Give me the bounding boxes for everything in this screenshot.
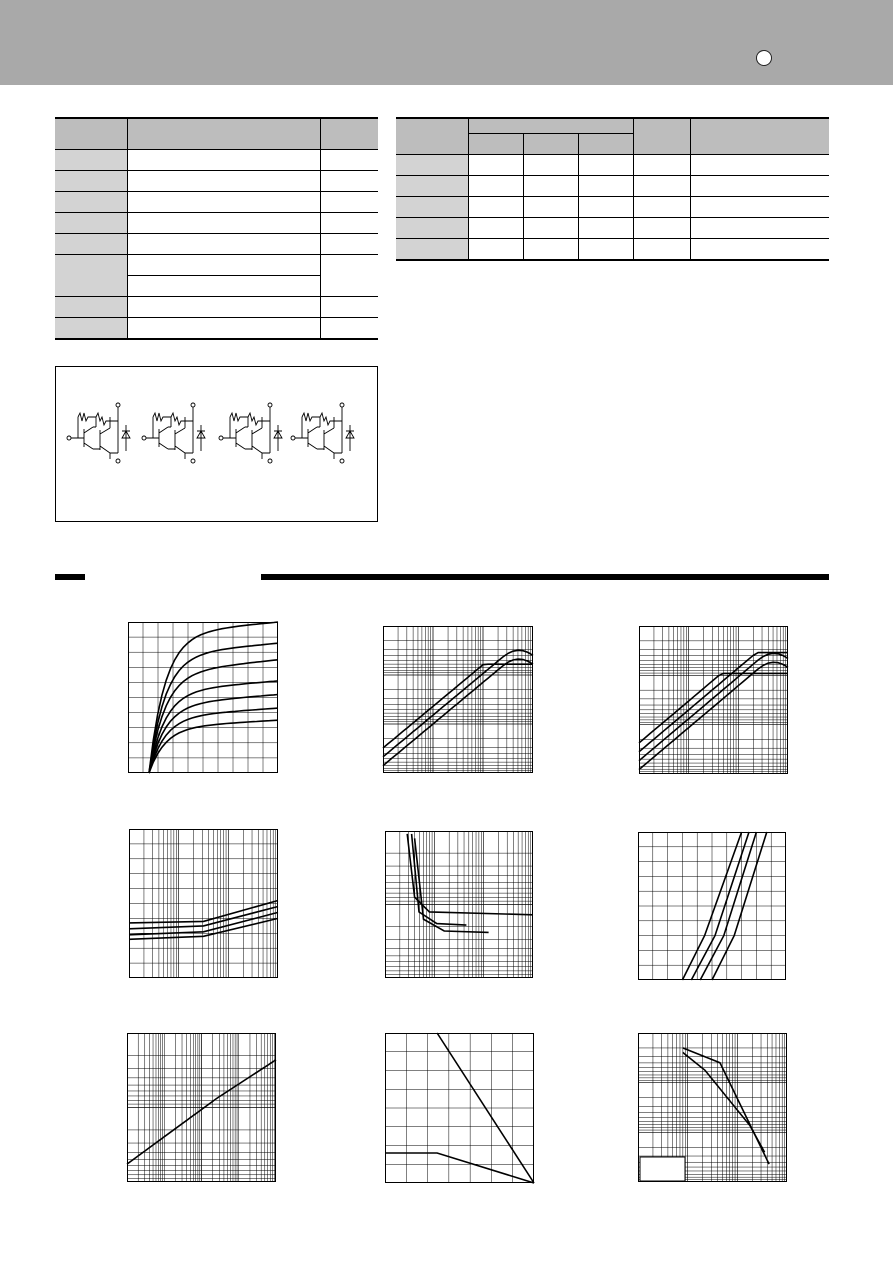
- circle-mark: [756, 50, 772, 66]
- header-cell: [320, 118, 378, 150]
- table-row: [55, 171, 378, 192]
- transistor-1: [146, 427, 168, 449]
- collector-terminal: [116, 403, 120, 407]
- base-terminal: [142, 436, 146, 440]
- transistor-1: [295, 427, 317, 449]
- plot-current-gain-b: [639, 626, 788, 774]
- darlington-unit: [67, 403, 130, 463]
- base-terminal: [67, 436, 71, 440]
- plot-switching-characteristics: [385, 831, 533, 978]
- ratings-table: [55, 117, 378, 340]
- emitter-terminal: [340, 459, 344, 463]
- table-row: [55, 318, 378, 340]
- series-line: [149, 720, 278, 773]
- transistor-1: [71, 427, 93, 449]
- resistor-chain: [153, 413, 193, 425]
- darlington-unit: [142, 403, 205, 463]
- darlington-unit: [219, 403, 282, 463]
- plot-safe-operating-area: [638, 1033, 787, 1182]
- darlington-unit: [291, 403, 354, 463]
- table-row: [55, 213, 378, 234]
- section-bar-left: [55, 574, 85, 580]
- table-row: [396, 176, 829, 197]
- plot-power-derating: [385, 1033, 534, 1183]
- free-wheel-diode: [274, 425, 282, 451]
- table-row: [55, 150, 378, 171]
- emitter-terminal: [116, 459, 120, 463]
- resistor-chain: [302, 413, 342, 425]
- resistor-chain: [230, 413, 270, 425]
- equivalent-circuit-diagram: [56, 367, 379, 523]
- resistor-chain: [78, 413, 118, 425]
- characteristics-table: [396, 117, 829, 261]
- table-row: [55, 234, 378, 255]
- transistor-1: [223, 427, 245, 449]
- series-line: [383, 664, 533, 748]
- plot-transfer-characteristics: [638, 832, 786, 980]
- table-row: [55, 192, 378, 213]
- free-wheel-diode: [197, 425, 205, 451]
- emitter-terminal: [268, 459, 272, 463]
- plot-frame: [384, 627, 533, 773]
- emitter-terminal: [191, 459, 195, 463]
- header-cell: [633, 118, 690, 155]
- header-cell: [127, 118, 320, 150]
- collector-terminal: [268, 403, 272, 407]
- subheader-cell: [523, 134, 578, 155]
- header-cell: [396, 118, 468, 155]
- equivalent-circuit-box: [55, 366, 378, 522]
- legend-box: [640, 1157, 685, 1181]
- base-terminal: [219, 436, 223, 440]
- plot-transient-thermal: [127, 1033, 276, 1182]
- subheader-cell: [468, 134, 523, 155]
- series-line: [385, 1153, 534, 1183]
- free-wheel-diode: [122, 425, 130, 451]
- header-bar: [0, 0, 893, 85]
- series-line: [407, 834, 533, 915]
- collector-terminal: [340, 403, 344, 407]
- collector-terminal: [191, 403, 195, 407]
- plot-output-characteristics: [128, 622, 278, 773]
- series-line: [639, 662, 788, 769]
- series-line: [149, 681, 278, 773]
- free-wheel-diode: [346, 425, 354, 451]
- series-line: [415, 838, 489, 932]
- table-row: [396, 197, 829, 218]
- table-row: [55, 255, 378, 276]
- subheader-cell: [578, 134, 633, 155]
- header-cell: [690, 118, 829, 155]
- plot-current-gain-a: [383, 626, 533, 773]
- plot-saturation-voltage: [129, 829, 278, 978]
- table-row: [396, 218, 829, 239]
- base-terminal: [291, 436, 295, 440]
- section-bar-right: [261, 574, 829, 580]
- header-cell: [468, 118, 633, 134]
- table-row: [396, 155, 829, 176]
- series-line: [683, 1048, 769, 1164]
- table-row: [55, 297, 378, 318]
- table-row: [396, 239, 829, 261]
- header-cell: [55, 118, 127, 150]
